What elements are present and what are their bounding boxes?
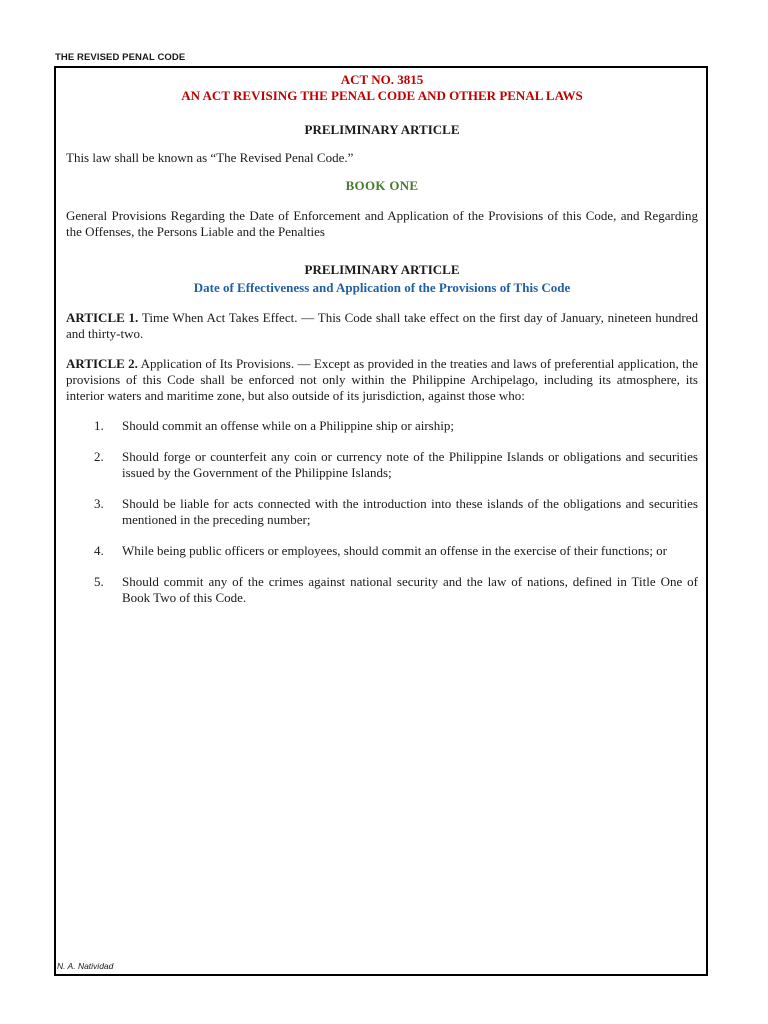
article-1-label: ARTICLE 1.: [66, 310, 139, 325]
preliminary-article-heading-2: PRELIMINARY ARTICLE: [304, 262, 460, 277]
list-item: [66, 496, 698, 528]
list-item-number: 1.: [94, 418, 104, 433]
article-2-text: Application of Its Provisions. — Except as provided in the treaties and laws of preferential application, the provisions of this Code shall be enforced not only within the Philippine Archipelago, including its atmosphere, its interior waters and maritime zone, but also outside of its jurisdiction, against those who:: [66, 356, 698, 403]
provisions-list: [66, 418, 698, 606]
list-item-text: Should forge or counterfeit any coin or currency note of the Philippine Islands or obligations and securities issued by the Government of the Philippine Islands;: [122, 449, 698, 480]
list-item-number: 2.: [94, 449, 104, 464]
article-1: [66, 310, 698, 342]
list-item-number: 3.: [94, 496, 104, 511]
general-provisions-paragraph: General Provisions Regarding the Date of Enforcement and Application of the Provisions of this Code, and Regarding the Offenses, the Persons Liable and the Penalties: [66, 208, 698, 239]
list-item: [66, 574, 698, 606]
book-one-heading: BOOK ONE: [345, 178, 419, 193]
list-item: [66, 418, 698, 434]
list-item: [66, 449, 698, 481]
preliminary-subtitle: Date of Effectiveness and Application of the Provisions of This Code: [193, 280, 571, 295]
article-2-label: ARTICLE 2.: [66, 356, 138, 371]
article-2: [66, 356, 698, 404]
footer-author: N. A. Natividad: [57, 961, 114, 971]
preliminary-article-heading: PRELIMINARY ARTICLE: [304, 122, 460, 137]
list-item: [66, 543, 698, 559]
list-item-number: 5.: [94, 574, 104, 589]
list-item-text: Should commit an offense while on a Philippine ship or airship;: [122, 418, 454, 433]
list-item-text: Should be liable for acts connected with the introduction into these islands of the obligations and securities mentioned in the preceding number;: [122, 496, 698, 527]
list-item-text: While being public officers or employees, should commit an offense in the exercise of their functions; or: [122, 543, 668, 558]
document-body: [66, 72, 698, 621]
list-item-number: 4.: [94, 543, 104, 558]
running-header: THE REVISED PENAL CODE: [55, 52, 186, 63]
short-title-paragraph: This law shall be known as “The Revised Penal Code.”: [66, 150, 354, 165]
act-number: ACT NO. 3815: [340, 72, 424, 87]
article-1-text: Time When Act Takes Effect. — This Code shall take effect on the first day of January, nineteen hundred and thirty-two.: [66, 310, 699, 341]
act-title: AN ACT REVISING THE PENAL CODE AND OTHER PENAL LAWS: [181, 88, 583, 103]
list-item-text: Should commit any of the crimes against national security and the law of nations, defined in Title One of Book Two of this Code.: [122, 574, 698, 605]
